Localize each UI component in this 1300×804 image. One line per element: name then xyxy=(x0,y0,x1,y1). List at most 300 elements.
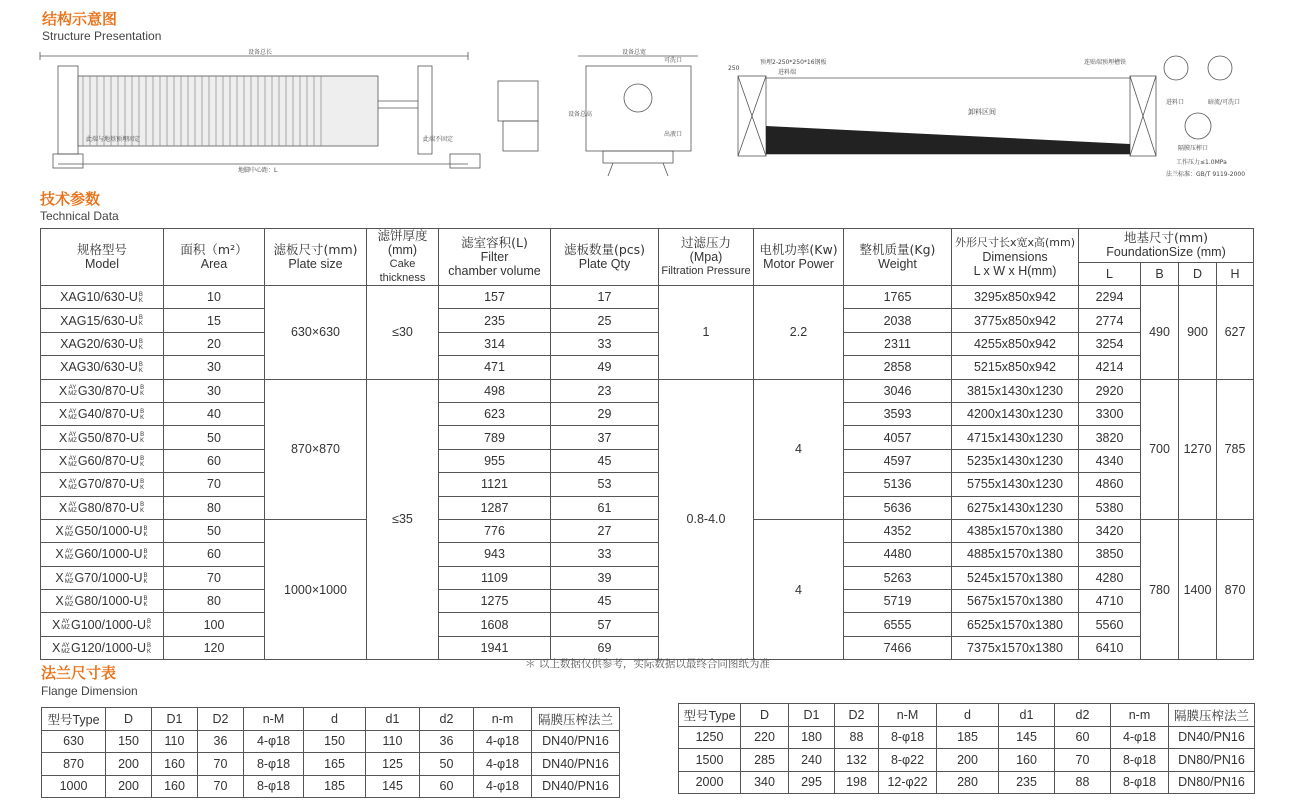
model-variant-ay-mz: AY MZ xyxy=(68,455,77,468)
area-cell: 100 xyxy=(164,613,265,636)
flange-header-row xyxy=(679,704,1255,727)
area-cell: 40 xyxy=(164,402,265,425)
model-cell: X AY MZ G70/1000-U B K xyxy=(41,566,164,589)
model-variant-ay-mz: AY MZ xyxy=(64,572,74,585)
flange-cell: 185 xyxy=(937,726,999,749)
dimensions-cell: 5755x1430x1230 xyxy=(952,473,1079,496)
header-chamber-volume: 滤室容积(L) Filter chamber volume xyxy=(439,229,551,286)
header-dimensions: 外形尺寸长x宽x高(mm) Dimensions L x W x H(mm) xyxy=(952,229,1079,286)
label-unload-area: 卸料区间 xyxy=(968,108,996,116)
flange-header-cell: d xyxy=(937,704,999,727)
flange-cell: 110 xyxy=(152,730,198,753)
table-row xyxy=(41,332,1254,355)
volume-cell: 1121 xyxy=(439,473,551,496)
model-cell: XAG30/630-U B K xyxy=(41,356,164,379)
structure-subtitle: Structure Presentation xyxy=(42,29,162,43)
foundation-L-cell: 4860 xyxy=(1079,473,1141,496)
model-variant-ay-mz: AY MZ xyxy=(68,502,77,515)
label-feed-end: 进料端 xyxy=(778,69,797,76)
area-cell: 80 xyxy=(164,590,265,613)
model-variant-b-k: B K xyxy=(143,595,148,608)
model-variant-b-k: B K xyxy=(138,315,143,328)
foundation-L-cell: 4710 xyxy=(1079,590,1141,613)
flange-cell: 630 xyxy=(42,730,106,753)
weight-cell: 2038 xyxy=(844,309,952,332)
flange-cell: 88 xyxy=(835,726,879,749)
table-row xyxy=(41,613,1254,636)
subheader-B: B xyxy=(1141,262,1179,285)
volume-cell: 623 xyxy=(439,402,551,425)
label-out-port: 出液口 xyxy=(664,131,683,138)
foundation-L-cell: 4214 xyxy=(1079,356,1141,379)
volume-cell: 776 xyxy=(439,519,551,542)
label-working-pressure: 工作压力≤1.0MPa xyxy=(1176,159,1227,166)
model-cell: X AY MZ G70/870-U B K xyxy=(41,473,164,496)
flange-cell: 36 xyxy=(420,730,474,753)
volume-cell: 235 xyxy=(439,309,551,332)
flange-row xyxy=(42,753,620,776)
flange-header-cell: D xyxy=(106,708,152,731)
subheader-D: D xyxy=(1179,262,1217,285)
flange-header-cell: 型号Type xyxy=(679,704,741,727)
flange-cell: DN40/PN16 xyxy=(1169,726,1255,749)
volume-cell: 1941 xyxy=(439,636,551,659)
plate-qty-cell: 57 xyxy=(551,613,659,636)
table-header-row xyxy=(41,229,1254,263)
flange-cell: 180 xyxy=(789,726,835,749)
flange-table-left xyxy=(41,707,620,798)
flange-header-cell: d2 xyxy=(1055,704,1111,727)
flange-header-cell: 隔膜压榨法兰 xyxy=(1169,704,1255,727)
model-variant-b-k: B K xyxy=(140,408,145,421)
filter-press-drawing xyxy=(38,46,1270,186)
weight-cell: 6555 xyxy=(844,613,952,636)
flange-cell: DN40/PN16 xyxy=(532,753,620,776)
flange-cell: 70 xyxy=(198,753,244,776)
area-cell: 30 xyxy=(164,356,265,379)
flange-cell: 2000 xyxy=(679,771,741,794)
model-cell: X AY MZ G60/1000-U B K xyxy=(41,543,164,566)
label-wash-port: 可洗口 xyxy=(664,57,683,64)
foundation-L-cell: 4340 xyxy=(1079,449,1141,472)
flange-cell: 165 xyxy=(304,753,366,776)
flange-cell: 280 xyxy=(937,771,999,794)
model-cell: X AY MZ G60/870-U B K xyxy=(41,449,164,472)
flange-cell: 60 xyxy=(420,775,474,798)
flange-cell: 200 xyxy=(106,775,152,798)
area-cell: 70 xyxy=(164,566,265,589)
flange-cell: 240 xyxy=(789,749,835,772)
foundation-D-cell: 1400 xyxy=(1179,519,1217,659)
weight-cell: 5636 xyxy=(844,496,952,519)
plate-qty-cell: 27 xyxy=(551,519,659,542)
foundation-B-cell: 700 xyxy=(1141,379,1179,519)
model-variant-ay-mz: AY MZ xyxy=(61,619,70,632)
flange-header-cell: 型号Type xyxy=(42,708,106,731)
flange-cell: 8-φ22 xyxy=(879,749,937,772)
weight-cell: 4057 xyxy=(844,426,952,449)
table-row xyxy=(41,309,1254,332)
flange-cell: 8-φ18 xyxy=(1111,749,1169,772)
dimensions-cell: 7375x1570x1380 xyxy=(952,636,1079,659)
label-embed-plate: 预埋2-250*250*16钢板 xyxy=(760,59,827,66)
flange-row xyxy=(679,726,1255,749)
flange-header-cell: d xyxy=(304,708,366,731)
flange-cell: DN80/PN16 xyxy=(1169,771,1255,794)
flange-cell: 200 xyxy=(937,749,999,772)
model-cell: X AY MZ G30/870-U B K xyxy=(41,379,164,402)
dimensions-cell: 3775x850x942 xyxy=(952,309,1079,332)
subheader-L: L xyxy=(1079,262,1141,285)
header-motor-power: 电机功率(Kw) Motor Power xyxy=(754,229,844,286)
foundation-L-cell: 5380 xyxy=(1079,496,1141,519)
flange-cell: 150 xyxy=(304,730,366,753)
model-variant-b-k: B K xyxy=(138,362,143,375)
flange-header-cell: D2 xyxy=(835,704,879,727)
flange-table-right xyxy=(678,703,1255,794)
header-plate-qty: 滤板数量(pcs) Plate Qty xyxy=(551,229,659,286)
flange-cell: 200 xyxy=(106,753,152,776)
flange-cell: 295 xyxy=(789,771,835,794)
volume-cell: 1287 xyxy=(439,496,551,519)
model-variant-b-k: B K xyxy=(143,572,148,585)
table-row xyxy=(41,473,1254,496)
plate-qty-cell: 61 xyxy=(551,496,659,519)
foundation-H-cell: 785 xyxy=(1217,379,1254,519)
flange-cell: 4-φ18 xyxy=(1111,726,1169,749)
foundation-D-cell: 900 xyxy=(1179,286,1217,380)
table-row xyxy=(41,566,1254,589)
reference-note: ＊ 以上数据仅供参考，实际数据以最终合同图纸为准 xyxy=(525,658,770,670)
flange-cell: 1000 xyxy=(42,775,106,798)
foundation-D-cell: 1270 xyxy=(1179,379,1217,519)
area-cell: 50 xyxy=(164,519,265,542)
foundation-L-cell: 5560 xyxy=(1079,613,1141,636)
flange-header-cell: n-m xyxy=(1111,704,1169,727)
volume-cell: 943 xyxy=(439,543,551,566)
table-row xyxy=(41,356,1254,379)
motor-power-cell: 2.2 xyxy=(754,286,844,380)
flange-cell: 50 xyxy=(420,753,474,776)
label-anchor-note: 此端与地基预埋固定 xyxy=(86,136,141,143)
area-cell: 120 xyxy=(164,636,265,659)
dimensions-cell: 4715x1430x1230 xyxy=(952,426,1079,449)
flange-title: 法兰尺寸表 xyxy=(41,664,117,682)
weight-cell: 3046 xyxy=(844,379,952,402)
model-variant-b-k: B K xyxy=(143,525,148,538)
area-cell: 10 xyxy=(164,286,265,309)
plate-size-cell: 1000×1000 xyxy=(265,519,367,659)
flange-header-cell: n-M xyxy=(879,704,937,727)
label-membrane-port: 隔膜压榨口 xyxy=(1178,145,1209,152)
volume-cell: 789 xyxy=(439,426,551,449)
flange-cell: 8-φ18 xyxy=(244,775,304,798)
volume-cell: 498 xyxy=(439,379,551,402)
dimensions-cell: 4200x1430x1230 xyxy=(952,402,1079,425)
flange-cell: 12-φ22 xyxy=(879,771,937,794)
table-row xyxy=(41,496,1254,519)
flange-header-cell: d1 xyxy=(366,708,420,731)
plate-qty-cell: 69 xyxy=(551,636,659,659)
model-cell: X AY MZ G50/1000-U B K xyxy=(41,519,164,542)
dimensions-cell: 4255x850x942 xyxy=(952,332,1079,355)
plate-qty-cell: 17 xyxy=(551,286,659,309)
cake-thickness-cell: ≤30 xyxy=(367,286,439,380)
foundation-L-cell: 2294 xyxy=(1079,286,1141,309)
table-row xyxy=(41,286,1254,309)
header-weight: 整机质量(Kg) Weight xyxy=(844,229,952,286)
structure-drawings xyxy=(38,46,1270,186)
dimensions-cell: 5245x1570x1380 xyxy=(952,566,1079,589)
flange-cell: 160 xyxy=(152,775,198,798)
model-variant-b-k: B K xyxy=(140,385,145,398)
flange-cell: 125 xyxy=(366,753,420,776)
flange-header-cell: d2 xyxy=(420,708,474,731)
volume-cell: 471 xyxy=(439,356,551,379)
flange-cell: 60 xyxy=(1055,726,1111,749)
plate-qty-cell: 25 xyxy=(551,309,659,332)
plate-size-cell: 630×630 xyxy=(265,286,367,380)
volume-cell: 314 xyxy=(439,332,551,355)
model-variant-b-k: B K xyxy=(147,642,152,655)
weight-cell: 7466 xyxy=(844,636,952,659)
plate-qty-cell: 49 xyxy=(551,356,659,379)
motor-power-cell: 4 xyxy=(754,519,844,659)
flange-cell: 185 xyxy=(304,775,366,798)
header-model: 规格型号 Model xyxy=(41,229,164,286)
table-row xyxy=(41,519,1254,542)
plate-qty-cell: 37 xyxy=(551,426,659,449)
flange-header-cell: 隔膜压榨法兰 xyxy=(532,708,620,731)
dimensions-cell: 3295x850x942 xyxy=(952,286,1079,309)
model-variant-ay-mz: AY MZ xyxy=(64,595,74,608)
flange-cell: 4-φ18 xyxy=(474,730,532,753)
header-area: 面积（m²） Area xyxy=(164,229,265,286)
dimensions-cell: 6275x1430x1230 xyxy=(952,496,1079,519)
label-total-height: 设备总高 xyxy=(568,111,593,118)
flange-cell: 4-φ18 xyxy=(474,753,532,776)
dimensions-cell: 6525x1570x1380 xyxy=(952,613,1079,636)
weight-cell: 2311 xyxy=(844,332,952,355)
model-variant-b-k: B K xyxy=(140,479,145,492)
area-cell: 20 xyxy=(164,332,265,355)
filtration-pressure-cell: 1 xyxy=(659,286,754,380)
model-cell: XAG10/630-U B K xyxy=(41,286,164,309)
area-cell: 30 xyxy=(164,379,265,402)
plate-qty-cell: 33 xyxy=(551,332,659,355)
flange-cell: 8-φ18 xyxy=(1111,771,1169,794)
label-not-fixed: 此端不固定 xyxy=(423,136,454,143)
dimensions-cell: 5215x850x942 xyxy=(952,356,1079,379)
area-cell: 50 xyxy=(164,426,265,449)
flange-cell: 160 xyxy=(999,749,1055,772)
foundation-L-cell: 2920 xyxy=(1079,379,1141,402)
table-row xyxy=(41,426,1254,449)
flange-row xyxy=(679,771,1255,794)
area-cell: 15 xyxy=(164,309,265,332)
flange-header-cell: n-m xyxy=(474,708,532,731)
flange-cell: 4-φ18 xyxy=(474,775,532,798)
foundation-L-cell: 3420 xyxy=(1079,519,1141,542)
weight-cell: 2858 xyxy=(844,356,952,379)
filtration-pressure-cell: 0.8-4.0 xyxy=(659,379,754,660)
volume-cell: 157 xyxy=(439,286,551,309)
dimensions-cell: 5235x1430x1230 xyxy=(952,449,1079,472)
area-cell: 60 xyxy=(164,449,265,472)
model-variant-ay-mz: AY MZ xyxy=(61,642,70,655)
weight-cell: 5263 xyxy=(844,566,952,589)
model-variant-ay-mz: AY MZ xyxy=(68,432,77,445)
table-row xyxy=(41,379,1254,402)
dimensions-cell: 3815x1430x1230 xyxy=(952,379,1079,402)
model-variant-ay-mz: AY MZ xyxy=(68,385,77,398)
model-variant-ay-mz: AY MZ xyxy=(64,549,74,562)
flange-subtitle: Flange Dimension xyxy=(41,684,138,698)
model-variant-ay-mz: AY MZ xyxy=(68,408,77,421)
table-row xyxy=(41,543,1254,566)
header-foundation-size: 地基尺寸(mm) FoundationSize (mm) xyxy=(1079,229,1254,263)
volume-cell: 955 xyxy=(439,449,551,472)
flange-row xyxy=(679,749,1255,772)
volume-cell: 1275 xyxy=(439,590,551,613)
flange-cell: 198 xyxy=(835,771,879,794)
header-cake-thickness: 滤饼厚度 (mm) Cake thickness xyxy=(367,229,439,286)
foundation-L-cell: 2774 xyxy=(1079,309,1141,332)
foundation-L-cell: 3850 xyxy=(1079,543,1141,566)
flange-cell: 870 xyxy=(42,753,106,776)
motor-power-cell: 4 xyxy=(754,379,844,519)
plate-size-cell: 870×870 xyxy=(265,379,367,519)
structure-title: 结构示意图 xyxy=(42,10,118,28)
model-cell: X AY MZ G120/1000-U B K xyxy=(41,636,164,659)
model-variant-ay-mz: AY MZ xyxy=(68,479,77,492)
flange-header-cell: d1 xyxy=(999,704,1055,727)
weight-cell: 4480 xyxy=(844,543,952,566)
area-cell: 80 xyxy=(164,496,265,519)
model-variant-b-k: B K xyxy=(138,291,143,304)
weight-cell: 5719 xyxy=(844,590,952,613)
volume-cell: 1109 xyxy=(439,566,551,589)
subheader-H: H xyxy=(1217,262,1254,285)
table-row xyxy=(41,449,1254,472)
foundation-B-cell: 490 xyxy=(1141,286,1179,380)
dimensions-cell: 4885x1570x1380 xyxy=(952,543,1079,566)
plate-qty-cell: 39 xyxy=(551,566,659,589)
plate-qty-cell: 33 xyxy=(551,543,659,566)
label-total-width: 设备总宽 xyxy=(622,49,647,56)
dimensions-cell: 5675x1570x1380 xyxy=(952,590,1079,613)
table-row xyxy=(41,402,1254,425)
weight-cell: 4597 xyxy=(844,449,952,472)
plate-qty-cell: 45 xyxy=(551,449,659,472)
technical-title: 技术参数 xyxy=(40,190,101,208)
flange-cell: 110 xyxy=(366,730,420,753)
flange-cell: 150 xyxy=(106,730,152,753)
header-filtration-pressure: 过滤压力 (Mpa) Filtration Pressure xyxy=(659,229,754,286)
flange-cell: 1500 xyxy=(679,749,741,772)
plate-qty-cell: 45 xyxy=(551,590,659,613)
technical-data-table xyxy=(40,228,1254,660)
table-row xyxy=(41,590,1254,613)
flange-header-cell: n-M xyxy=(244,708,304,731)
flange-header-cell: D xyxy=(741,704,789,727)
foundation-L-cell: 4280 xyxy=(1079,566,1141,589)
plate-qty-cell: 29 xyxy=(551,402,659,425)
model-variant-b-k: B K xyxy=(147,619,152,632)
flange-cell: 145 xyxy=(366,775,420,798)
flange-cell: 340 xyxy=(741,771,789,794)
model-variant-b-k: B K xyxy=(138,338,143,351)
model-variant-b-k: B K xyxy=(143,549,148,562)
model-variant-ay-mz: AY MZ xyxy=(64,525,74,538)
model-cell: X AY MZ G80/1000-U B K xyxy=(41,590,164,613)
foundation-H-cell: 627 xyxy=(1217,286,1254,380)
weight-cell: 1765 xyxy=(844,286,952,309)
flange-cell: 70 xyxy=(1055,749,1111,772)
flange-cell: 4-φ18 xyxy=(244,730,304,753)
label-feed-port: 进料口 xyxy=(1166,99,1185,106)
volume-cell: 1608 xyxy=(439,613,551,636)
flange-cell: 145 xyxy=(999,726,1055,749)
flange-header-cell: D1 xyxy=(789,704,835,727)
model-cell: XAG15/630-U B K xyxy=(41,309,164,332)
area-cell: 70 xyxy=(164,473,265,496)
flange-row xyxy=(42,775,620,798)
flange-cell: 88 xyxy=(1055,771,1111,794)
flange-cell: 8-φ18 xyxy=(244,753,304,776)
model-variant-b-k: B K xyxy=(140,432,145,445)
flange-cell: 160 xyxy=(152,753,198,776)
flange-cell: 36 xyxy=(198,730,244,753)
flange-cell: 220 xyxy=(741,726,789,749)
foundation-L-cell: 3820 xyxy=(1079,426,1141,449)
technical-subtitle: Technical Data xyxy=(40,209,119,223)
model-cell: X AY MZ G100/1000-U B K xyxy=(41,613,164,636)
weight-cell: 4352 xyxy=(844,519,952,542)
header-plate-size: 滤板尺寸(mm) Plate size xyxy=(265,229,367,286)
flange-row xyxy=(42,730,620,753)
foundation-B-cell: 780 xyxy=(1141,519,1179,659)
foundation-L-cell: 3254 xyxy=(1079,332,1141,355)
label-dark-flow: 暗流/可洗口 xyxy=(1208,99,1241,106)
flange-cell: DN80/PN16 xyxy=(1169,749,1255,772)
flange-cell: 1250 xyxy=(679,726,741,749)
model-cell: X AY MZ G40/870-U B K xyxy=(41,402,164,425)
label-embed-channel: 连贴端预埋槽铁 xyxy=(1084,59,1127,66)
flange-cell: 285 xyxy=(741,749,789,772)
flange-cell: DN40/PN16 xyxy=(532,775,620,798)
weight-cell: 3593 xyxy=(844,402,952,425)
foundation-L-cell: 6410 xyxy=(1079,636,1141,659)
flange-cell: DN40/PN16 xyxy=(532,730,620,753)
flange-cell: 132 xyxy=(835,749,879,772)
plate-qty-cell: 23 xyxy=(551,379,659,402)
model-cell: X AY MZ G50/870-U B K xyxy=(41,426,164,449)
plate-qty-cell: 53 xyxy=(551,473,659,496)
flange-cell: 70 xyxy=(198,775,244,798)
model-cell: XAG20/630-U B K xyxy=(41,332,164,355)
label-foundation-center: 地脚中心距：L xyxy=(238,167,278,174)
flange-cell: 235 xyxy=(999,771,1055,794)
foundation-L-cell: 3300 xyxy=(1079,402,1141,425)
flange-header-row xyxy=(42,708,620,731)
label-dim-250: 250 xyxy=(728,65,740,72)
flange-header-cell: D1 xyxy=(152,708,198,731)
label-total-length: 设备总长 xyxy=(248,49,273,56)
cake-thickness-cell: ≤35 xyxy=(367,379,439,660)
dimensions-cell: 4385x1570x1380 xyxy=(952,519,1079,542)
model-variant-b-k: B K xyxy=(140,502,145,515)
